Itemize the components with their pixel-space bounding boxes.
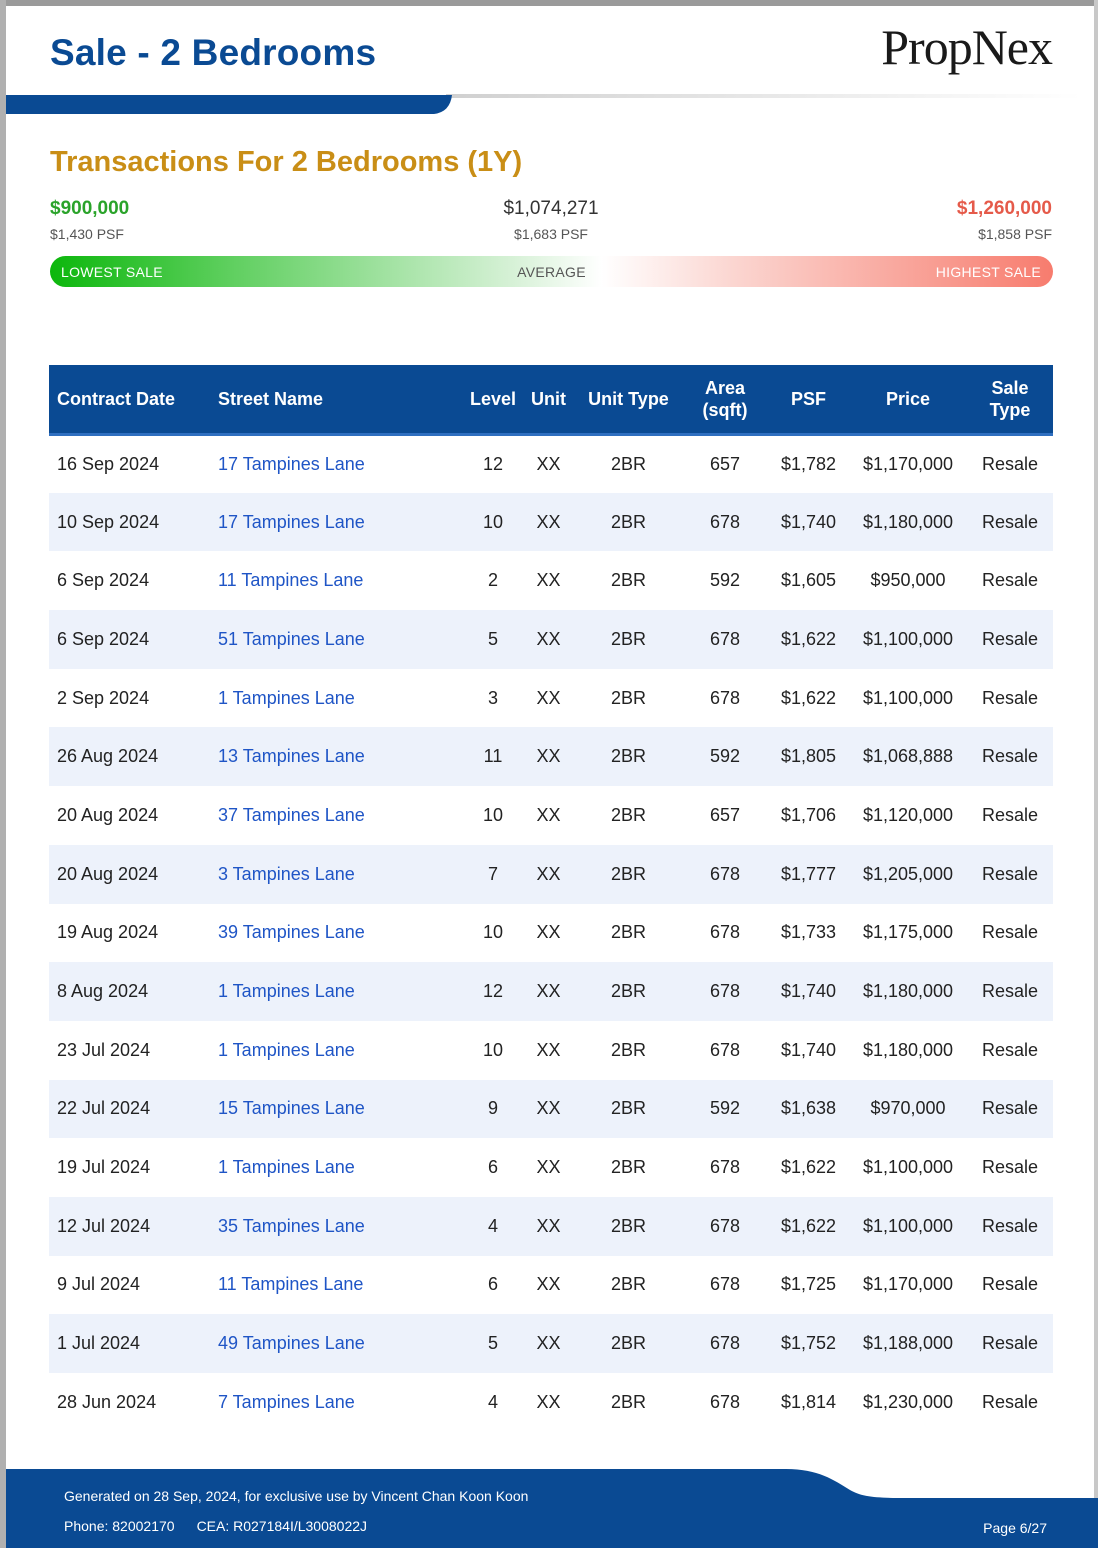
highest-sale-psf: $1,858 PSF	[978, 226, 1052, 242]
range-bar-highest-label: HIGHEST SALE	[935, 264, 1041, 280]
psf-cell: $1,740	[780, 981, 837, 1002]
area-cell: 592	[709, 746, 741, 767]
table-row	[49, 1021, 1053, 1080]
lowest-sale-psf: $1,430 PSF	[50, 226, 124, 242]
level-cell: 12	[482, 453, 504, 474]
table-row	[49, 727, 1053, 786]
sale-type-cell: Resale	[981, 1391, 1039, 1412]
sale-type-cell: Resale	[981, 1333, 1039, 1354]
price-range-bar	[50, 256, 1053, 287]
unit-cell: XX	[536, 746, 561, 767]
level-cell: 12	[482, 981, 504, 1002]
unit-cell: XX	[536, 1274, 561, 1295]
level-cell: 11	[483, 746, 503, 767]
psf-cell: $1,605	[780, 570, 837, 591]
footer-contact	[64, 1518, 367, 1534]
sale-type-cell: Resale	[981, 570, 1039, 591]
sale-type-cell: Resale	[981, 687, 1039, 708]
sale-type-cell: Resale	[981, 1039, 1039, 1060]
col-psf-header: PSF	[768, 365, 849, 434]
table-header	[49, 365, 1053, 434]
unit-type-cell: 2BR	[610, 1391, 646, 1412]
unit-cell: XX	[536, 628, 561, 649]
highest-sale-stat	[752, 198, 1052, 242]
street-name-cell: 1 Tampines Lane	[218, 981, 355, 1002]
area-cell: 678	[709, 1391, 741, 1412]
col-price-header: Price	[849, 365, 967, 434]
unit-type-cell: 2BR	[610, 922, 646, 943]
unit-cell: XX	[536, 687, 561, 708]
area-cell: 678	[709, 1333, 741, 1354]
footer-phone: Phone: 82002170	[64, 1518, 175, 1534]
street-name-cell: 1 Tampines Lane	[218, 1157, 355, 1178]
street-name-cell: 17 Tampines Lane	[218, 453, 365, 474]
average-sale-price: $1,074,271	[503, 198, 599, 219]
street-name-cell: 35 Tampines Lane	[218, 1215, 365, 1236]
unit-cell: XX	[536, 804, 561, 825]
unit-cell: XX	[536, 922, 561, 943]
unit-cell: XX	[536, 511, 561, 532]
table-row	[49, 1080, 1053, 1139]
area-cell: 678	[709, 511, 741, 532]
street-name-cell: 37 Tampines Lane	[218, 804, 365, 825]
unit-type-cell: 2BR	[610, 863, 646, 884]
street-name-cell: 17 Tampines Lane	[218, 511, 365, 532]
section-title: Transactions For 2 Bedrooms (1Y)	[50, 146, 523, 178]
level-cell: 5	[487, 628, 498, 649]
unit-type-cell: 2BR	[610, 1098, 646, 1119]
unit-cell: XX	[536, 453, 561, 474]
contract-date-cell: 19 Aug 2024	[57, 922, 159, 943]
contract-date-cell: 12 Jul 2024	[57, 1215, 151, 1236]
unit-type-cell: 2BR	[610, 1157, 646, 1178]
street-name-cell: 11 Tampines Lane	[218, 1274, 364, 1295]
highest-sale-price: $1,260,000	[956, 198, 1052, 219]
page-edge-left	[0, 0, 6, 1548]
contract-date-cell: 19 Jul 2024	[57, 1157, 151, 1178]
contract-date-cell: 8 Aug 2024	[57, 981, 149, 1002]
psf-cell: $1,777	[780, 863, 837, 884]
level-cell: 6	[487, 1274, 498, 1295]
unit-cell: XX	[536, 1215, 561, 1236]
contract-date-cell: 28 Jun 2024	[57, 1391, 157, 1412]
level-cell: 6	[487, 1157, 498, 1178]
street-name-cell: 1 Tampines Lane	[218, 687, 355, 708]
psf-cell: $1,622	[780, 628, 837, 649]
price-cell: $1,170,000	[862, 453, 954, 474]
col-unit-type-header: Unit Type	[575, 365, 682, 434]
unit-type-cell: 2BR	[610, 981, 646, 1002]
area-cell: 678	[709, 981, 741, 1002]
table-row	[49, 904, 1053, 963]
price-cell: $1,068,888	[862, 746, 954, 767]
table-row	[49, 434, 1053, 493]
footer-cea: CEA: R027184I/L3008022J	[196, 1518, 368, 1534]
average-sale-stat	[401, 198, 701, 242]
contract-date-cell: 9 Jul 2024	[57, 1274, 141, 1295]
unit-type-cell: 2BR	[610, 453, 646, 474]
price-cell: $950,000	[870, 570, 946, 591]
header-accent-bar	[6, 90, 1084, 116]
contract-date-cell: 16 Sep 2024	[57, 453, 160, 474]
street-name-cell: 11 Tampines Lane	[218, 570, 364, 591]
area-cell: 657	[709, 804, 741, 825]
table-row	[49, 493, 1053, 552]
page-title: Sale - 2 Bedrooms	[50, 32, 377, 73]
psf-cell: $1,740	[780, 511, 837, 532]
table-row	[49, 786, 1053, 845]
psf-cell: $1,622	[780, 1215, 837, 1236]
sale-type-cell: Resale	[981, 1098, 1039, 1119]
table-row	[49, 669, 1053, 728]
psf-cell: $1,622	[780, 687, 837, 708]
unit-type-cell: 2BR	[610, 687, 646, 708]
price-cell: $1,188,000	[862, 1333, 954, 1354]
unit-type-cell: 2BR	[610, 511, 646, 532]
unit-type-cell: 2BR	[610, 1215, 646, 1236]
level-cell: 3	[487, 687, 498, 708]
psf-cell: $1,752	[780, 1333, 837, 1354]
price-cell: $1,100,000	[862, 1157, 954, 1178]
unit-type-cell: 2BR	[610, 804, 646, 825]
area-cell: 678	[709, 628, 741, 649]
street-name-cell: 7 Tampines Lane	[218, 1391, 355, 1412]
contract-date-cell: 20 Aug 2024	[57, 804, 159, 825]
table-row	[49, 1138, 1053, 1197]
unit-cell: XX	[536, 570, 561, 591]
footer-band	[6, 1462, 1098, 1548]
price-cell: $1,230,000	[862, 1391, 954, 1412]
psf-cell: $1,805	[780, 746, 837, 767]
sale-type-cell: Resale	[981, 1274, 1039, 1295]
area-cell: 678	[709, 1215, 741, 1236]
level-cell: 10	[482, 511, 504, 532]
contract-date-cell: 2 Sep 2024	[57, 687, 150, 708]
contract-date-cell: 26 Aug 2024	[57, 746, 159, 767]
psf-cell: $1,782	[780, 453, 837, 474]
page-edge-top	[0, 0, 1098, 6]
unit-cell: XX	[536, 1039, 561, 1060]
col-area-header: Area (sqft)	[682, 365, 768, 434]
area-cell: 678	[709, 1274, 741, 1295]
table-row	[49, 1256, 1053, 1315]
unit-type-cell: 2BR	[610, 746, 646, 767]
sale-type-cell: Resale	[981, 453, 1039, 474]
unit-cell: XX	[536, 981, 561, 1002]
sale-type-cell: Resale	[981, 1157, 1039, 1178]
contract-date-cell: 23 Jul 2024	[57, 1039, 151, 1060]
unit-type-cell: 2BR	[610, 1333, 646, 1354]
price-cell: $1,100,000	[862, 628, 954, 649]
table-row	[49, 845, 1053, 904]
price-cell: $1,100,000	[862, 687, 954, 708]
psf-cell: $1,706	[780, 804, 837, 825]
unit-cell: XX	[536, 1157, 561, 1178]
street-name-cell: 39 Tampines Lane	[218, 922, 365, 943]
street-name-cell: 51 Tampines Lane	[218, 628, 365, 649]
level-cell: 9	[487, 1098, 498, 1119]
sale-type-cell: Resale	[981, 511, 1039, 532]
lowest-sale-price: $900,000	[50, 198, 130, 219]
area-cell: 678	[709, 922, 741, 943]
psf-cell: $1,733	[780, 922, 837, 943]
range-bar-average-label: AVERAGE	[517, 264, 586, 280]
price-cell: $1,175,000	[862, 922, 954, 943]
contract-date-cell: 1 Jul 2024	[57, 1333, 141, 1354]
area-cell: 657	[709, 453, 741, 474]
col-sale-type-header: Sale Type	[967, 365, 1053, 434]
street-name-cell: 3 Tampines Lane	[218, 863, 355, 884]
psf-cell: $1,725	[780, 1274, 837, 1295]
price-cell: $1,180,000	[862, 511, 954, 532]
page-edge-right	[1094, 0, 1098, 1548]
sale-type-cell: Resale	[981, 628, 1039, 649]
contract-date-cell: 6 Sep 2024	[57, 570, 150, 591]
table-row	[49, 1197, 1053, 1256]
sale-type-cell: Resale	[981, 981, 1039, 1002]
col-level-header: Level	[464, 365, 522, 434]
price-cell: $1,205,000	[862, 863, 954, 884]
price-cell: $1,180,000	[862, 981, 954, 1002]
range-bar-lowest-label: LOWEST SALE	[61, 264, 163, 280]
unit-cell: XX	[536, 1391, 561, 1412]
psf-cell: $1,638	[780, 1098, 837, 1119]
unit-cell: XX	[536, 1098, 561, 1119]
sale-type-cell: Resale	[981, 746, 1039, 767]
area-cell: 678	[709, 863, 741, 884]
sale-type-cell: Resale	[981, 863, 1039, 884]
table-body	[49, 434, 1053, 1432]
page-number: Page 6/27	[983, 1520, 1047, 1536]
transactions-table	[49, 365, 1053, 1432]
price-cell: $1,120,000	[862, 804, 954, 825]
contract-date-cell: 6 Sep 2024	[57, 628, 150, 649]
psf-cell: $1,814	[780, 1391, 837, 1412]
table-row	[49, 1373, 1053, 1432]
street-name-cell: 13 Tampines Lane	[218, 746, 365, 767]
level-cell: 10	[482, 804, 504, 825]
street-name-cell: 49 Tampines Lane	[218, 1333, 365, 1354]
col-unit-header: Unit	[522, 365, 575, 434]
price-cell: $970,000	[870, 1098, 946, 1119]
table-row	[49, 610, 1053, 669]
unit-type-cell: 2BR	[610, 1039, 646, 1060]
table-row	[49, 1314, 1053, 1373]
level-cell: 10	[482, 1039, 504, 1060]
footer-generated-note: Generated on 28 Sep, 2024, for exclusive use by Vincent Chan Koon Koon	[64, 1488, 529, 1504]
street-name-cell: 1 Tampines Lane	[218, 1039, 355, 1060]
level-cell: 2	[487, 570, 498, 591]
table-row	[49, 962, 1053, 1021]
average-sale-psf: $1,683 PSF	[514, 226, 588, 242]
sale-type-cell: Resale	[981, 922, 1039, 943]
contract-date-cell: 22 Jul 2024	[57, 1098, 151, 1119]
psf-cell: $1,740	[780, 1039, 837, 1060]
level-cell: 10	[482, 922, 504, 943]
contract-date-cell: 20 Aug 2024	[57, 863, 159, 884]
unit-type-cell: 2BR	[610, 570, 646, 591]
area-cell: 678	[709, 687, 741, 708]
area-cell: 678	[709, 1157, 741, 1178]
contract-date-cell: 10 Sep 2024	[57, 511, 160, 532]
area-cell: 592	[709, 570, 741, 591]
col-street-name-header: Street Name	[210, 365, 464, 434]
street-name-cell: 15 Tampines Lane	[218, 1098, 365, 1119]
unit-cell: XX	[536, 1333, 561, 1354]
level-cell: 5	[487, 1333, 498, 1354]
level-cell: 7	[487, 863, 498, 884]
price-cell: $1,170,000	[862, 1274, 954, 1295]
price-cell: $1,100,000	[862, 1215, 954, 1236]
unit-cell: XX	[536, 863, 561, 884]
psf-cell: $1,622	[780, 1157, 837, 1178]
unit-type-cell: 2BR	[610, 1274, 646, 1295]
table-row	[49, 551, 1053, 610]
level-cell: 4	[487, 1391, 498, 1412]
sale-type-cell: Resale	[981, 804, 1039, 825]
area-cell: 678	[709, 1039, 741, 1060]
sale-type-cell: Resale	[981, 1215, 1039, 1236]
area-cell: 592	[709, 1098, 741, 1119]
unit-type-cell: 2BR	[610, 628, 646, 649]
level-cell: 4	[487, 1215, 498, 1236]
propnex-logo: PropNex	[881, 19, 1052, 75]
lowest-sale-stat	[50, 198, 350, 242]
price-cell: $1,180,000	[862, 1039, 954, 1060]
col-contract-date-header: Contract Date	[49, 365, 210, 434]
